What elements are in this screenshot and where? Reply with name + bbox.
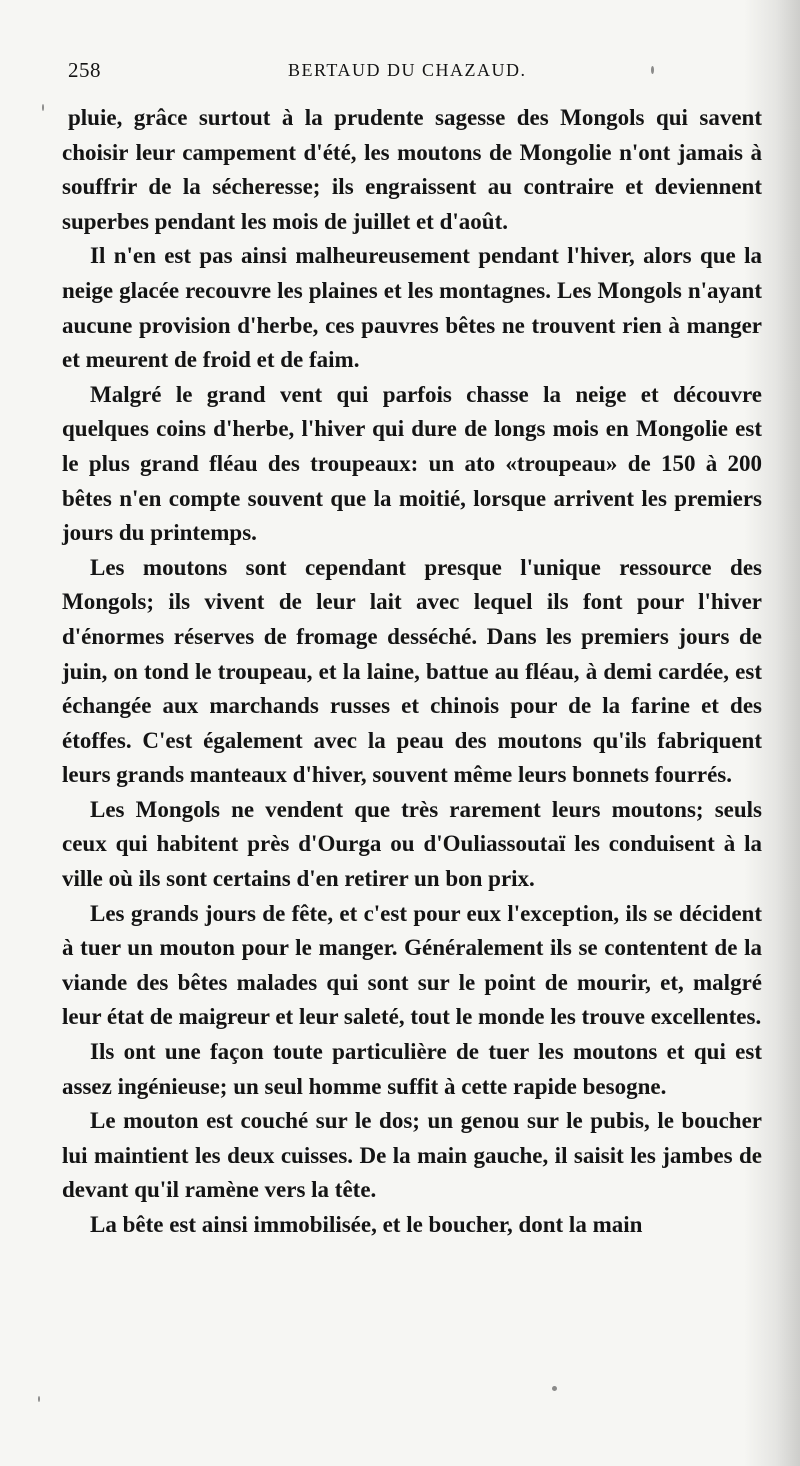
page-number: 258 <box>68 58 101 82</box>
body-text <box>62 101 762 1243</box>
paragraph-5: Les Mongols ne vendent que très rarement leurs moutons; seuls ceux qui habitent près d'Ourga ou d'Ouliassoutaï les conduisent à la ville où ils sont certains d'en retirer un bon prix. <box>62 796 762 892</box>
paper-speck <box>552 1386 557 1391</box>
paragraph-3: Malgré le grand vent qui parfois chasse la neige et découvre quelques coins d'herbe, l'hiver qui dure de longs mois en Mongolie est le plus grand fléau des troupeaux: un ato «troupeau» de 150 à 200 bêtes n'en compte souvent que la moitié, lorsque arrivent les premiers jours du printemps. <box>62 381 762 546</box>
page-header <box>68 58 748 88</box>
running-head: BERTAUD DU CHAZAUD. <box>288 60 527 80</box>
paragraph-2: Il n'en est pas ainsi malheureusement pendant l'hiver, alors que la neige glacée recouvre les plaines et les montagnes. Les Mongols n'ayant aucune provision d'herbe, ces pauvres bêtes ne trouvent rien à manger et meurent de froid et de faim. <box>62 243 762 373</box>
paper-speck <box>38 1396 40 1402</box>
paper-speck <box>651 66 654 74</box>
paragraph-1: pluie, grâce surtout à la prudente sagesse des Mongols qui savent choisir leur campement d'été, les moutons de Mongolie n'ont jamais à souffrir de la sécheresse; ils engraissent au contraire et deviennent superbes pendant les mois de juillet et d'août. <box>62 105 762 234</box>
paragraph-9: La bête est ainsi immobilisée, et le boucher, dont la main <box>90 1212 643 1237</box>
paragraph-4: Les moutons sont cependant presque l'unique ressource des Mongols; ils vivent de leur lait avec lequel ils font pour l'hiver d'énormes réserves de fromage desséché. Dans les premiers jours de juin, on tond le troupeau, et la laine, battue au fléau, à demi cardée, est échangée aux marchands russes et chinois pour de la farine et des étoffes. C'est également avec la peau des moutons qu'ils fabriquent leurs grands manteaux d'hiver, souvent même leurs bonnets fourrés. <box>62 554 762 788</box>
paragraph-7: Ils ont une façon toute particulière de tuer les moutons et qui est assez ingénieuse; un seul homme suffit à cette rapide besogne. <box>62 1039 762 1099</box>
paper-speck <box>42 104 44 111</box>
paragraph-8: Le mouton est couché sur le dos; un genou sur le pubis, le boucher lui maintient les deux cuisses. De la main gauche, il saisit les jambes de devant qu'il ramène vers la tête. <box>62 1108 762 1203</box>
paragraph-6: Les grands jours de fête, et c'est pour eux l'exception, ils se décident à tuer un mouton pour le manger. Généralement ils se contentent de la viande des bêtes malades qui sont sur le point de mourir, et, malgré leur état de maigreur et leur saleté, tout le monde les trouve excellentes. <box>62 900 762 1030</box>
